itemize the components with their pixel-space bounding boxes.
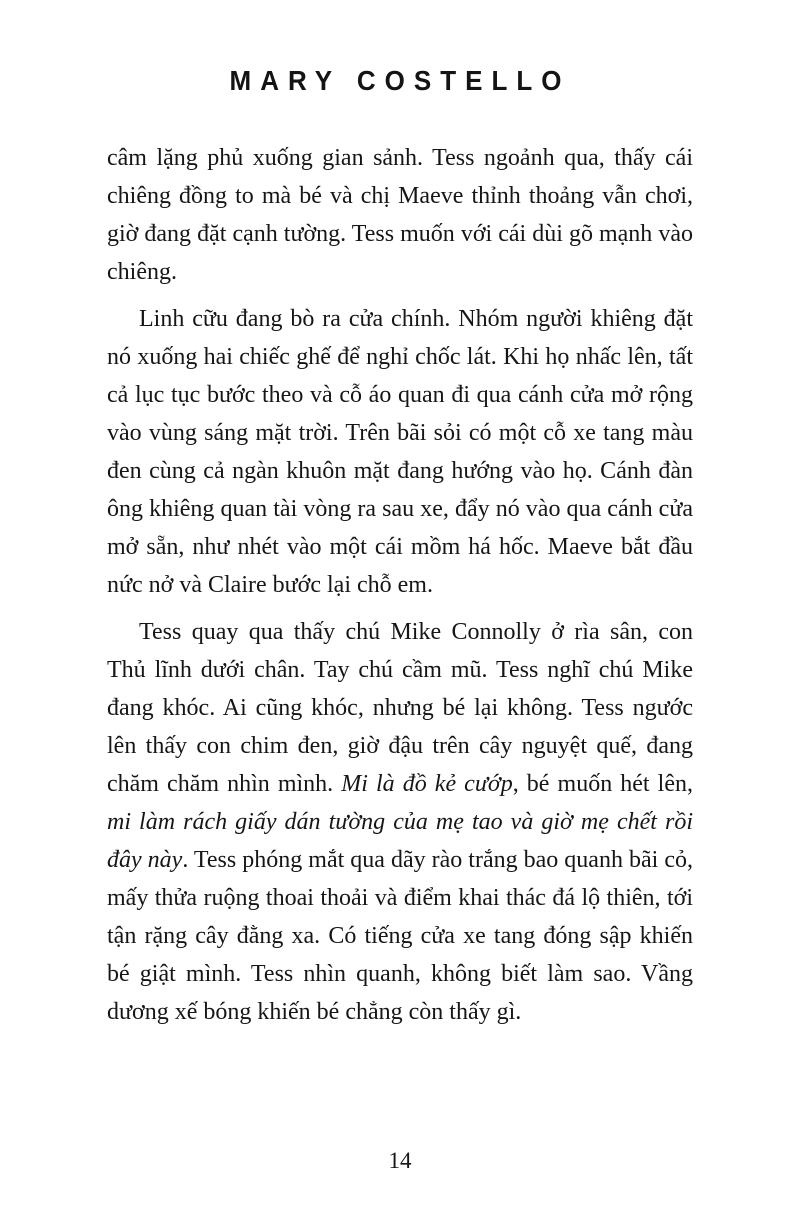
text-run: , bé muốn hét lên, bbox=[512, 771, 693, 797]
text-run: Linh cữu đang bò ra cửa chính. Nhóm người khiêng đặt nó xuống hai chiếc ghế để nghỉ chốc lát. Khi họ nhấc lên, tất cả lục tục bước theo và cỗ áo quan đi qua cánh cửa mở rộng vào vùng sáng mặt trời. Trên bãi sỏi có một cỗ xe tang màu đen cùng cả ngàn khuôn mặt đang hướng vào họ. Cánh đàn ông khiêng quan tài vòng ra sau xe, đẩy nó vào qua cánh cửa mở sẵn, như nhét vào một cái mồm há hốc. Maeve bắt đầu nức nở và Claire bước lại chỗ em. bbox=[107, 306, 693, 598]
paragraph bbox=[107, 613, 693, 1031]
paragraph bbox=[107, 139, 693, 291]
text-run: . Tess phóng mắt qua dãy rào trắng bao quanh bãi cỏ, mấy thửa ruộng thoai thoải và điểm khai thác đá lộ thiên, tới tận rặng cây đằng xa. Có tiếng cửa xe tang đóng sập khiến bé giật mình. Tess nhìn quanh, không biết làm sao. Vầng dương xế bóng khiến bé chẳng còn thấy gì. bbox=[107, 847, 693, 1025]
text-run-italic: mi làm rách giấy dán tường của mẹ tao và giờ mẹ chết rồi đây này bbox=[107, 809, 693, 873]
page-footer bbox=[0, 1148, 800, 1174]
text-run-italic: Mi là đồ kẻ cướp bbox=[341, 771, 513, 797]
text-run: Tess quay qua thấy chú Mike Connolly ở rìa sân, con Thủ lĩnh dưới chân. Tay chú cầm mũ. Tess nghĩ chú Mike đang khóc. Ai cũng khóc, nhưng bé lại không. Tess ngước lên thấy con chim đen, giờ đậu trên cây nguyệt quế, đang chăm chăm nhìn mình. bbox=[107, 619, 693, 797]
page-body bbox=[107, 139, 693, 1031]
text-run: câm lặng phủ xuống gian sảnh. Tess ngoảnh qua, thấy cái chiêng đồng to mà bé và chị Maeve thỉnh thoảng vẫn chơi, giờ đang đặt cạnh tường. Tess muốn với cái dùi gõ mạnh vào chiêng. bbox=[107, 145, 693, 285]
paragraph bbox=[107, 300, 693, 604]
running-header-author: MARY COSTELLO bbox=[229, 64, 571, 97]
page-number: 14 bbox=[388, 1148, 412, 1173]
